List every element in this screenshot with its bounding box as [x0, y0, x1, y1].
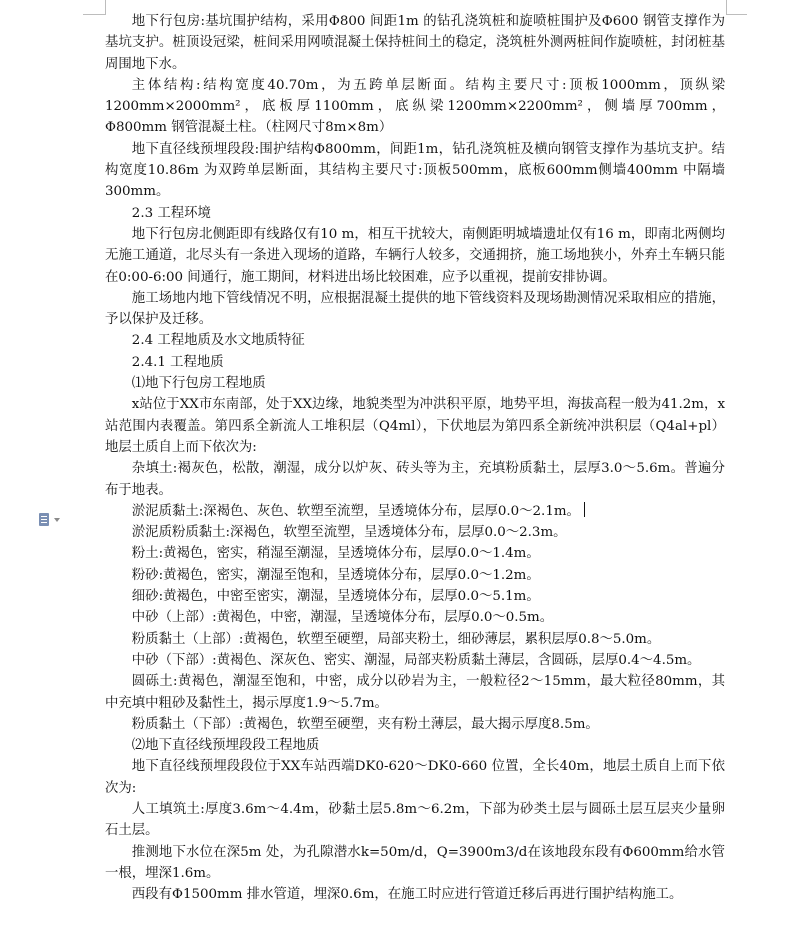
paragraph: 杂填土:褐灰色，松散，潮湿，成分以炉灰、砖头等为主，充填粉质黏土，层厚3.0～5.6m。普遍分布于地表。	[105, 461, 725, 498]
paragraph: 中砂（上部）:黄褐色，中密，潮湿，呈透境体分布，层厚0.0～0.5m。	[131, 610, 554, 626]
paragraph: 淤泥质粉质黏土:深褐色，软塑至流塑，呈透境体分布，层厚0.0～2.3m。	[131, 525, 567, 541]
paragraph: 粉质黏土（下部）:黄褐色，软塑至硬塑，夹有粉土薄层，最大揭示厚度8.5m。	[131, 716, 599, 732]
paragraph: 地下直径线预埋段段位于XX车站西端DK0-620～DK0-660 位置，全长40m，地层土质自上而下依次为:	[105, 759, 725, 796]
section-heading: 2.4 工程地质及水文地质特征	[131, 333, 305, 349]
text-cursor	[584, 502, 585, 517]
page-corner-mark-top-left	[83, 0, 106, 15]
paragraph: 细砂:黄褐色，中密至密实，潮湿，呈透境体分布，层厚0.0～5.1m。	[131, 589, 540, 605]
paragraph: 中砂（下部）:黄褐色、深灰色、密实、潮湿，局部夹粉质黏土薄层，含圆砾，层厚0.4～4.5m。	[131, 652, 701, 668]
paragraph: 圆砾土:黄褐色，潮湿至饱和，中密，成分以砂岩为主，一般粒径2～15mm，最大粒径80mm，其中充填中粗砂及黏性土，揭示厚度1.9～5.7m。	[105, 674, 725, 711]
document-body[interactable]	[105, 11, 725, 905]
paragraph: x站位于XX市东南部，处于XX边缘，地貌类型为冲洪积平原，地势平坦，海拔高程一般为41.2m，x站范围内表覆盖。第四系全新流人工堆积层（Q4ml），下伏地层为第四系全新统冲洪积层（Q4al+pl）地层土质自上而下依次为:	[105, 397, 725, 455]
paragraph: 人工填筑土:厚度3.6m～4.4m，砂黏土层5.8m～6.2m，下部为砂类土层与圆砾土层互层夹少量卵石土层。	[105, 801, 725, 839]
paragraph: 地下行包房北侧距即有线路仅有10 m，相互干扰较大，南侧距明城墙遗址仅有16 m，即南北两侧均无施工通道，北尽头有一条进入现场的道路，车辆行人较多，交通拥挤，施工场地狭小，外弃土车辆只能在0:00-6:00 间通行，施工期间，材料进出场比较困难，应予以重视，提前安排协调。	[105, 226, 725, 285]
subsection-item-heading: ⑵地下直径线预埋段段工程地质	[131, 738, 320, 754]
paragraph-with-cursor	[105, 501, 725, 522]
section-heading: 2.3 工程环境	[131, 205, 211, 221]
paragraph: 主体结构:结构宽度40.70m，为五跨单层断面。结构主要尺寸:顶板1000mm，顶纵梁1200mm×2000mm²，底板厚1100mm，底纵梁1200mm×2200mm²，侧墙厚700mm， Φ800mm 钢管混凝土柱。（柱网尺寸8m×8m）	[105, 77, 725, 136]
paragraph: 施工场地内地下管线情况不明，应根据混凝土提供的地下管线资料及现场勘测情况采取相应的措施，予以保护及迁移。	[105, 290, 725, 328]
subsection-item-heading: ⑴地下行包房工程地质	[131, 376, 266, 392]
paragraph: 地下直径线预埋段段:围护结构Φ800mm，间距1m，钻孔浇筑桩及横向钢管支撑作为基坑支护。结构宽度10.86m 为双跨单层断面，其结构主要尺寸:顶板500mm，底板600mm侧墙400mm 中隔墙300mm。	[105, 141, 725, 200]
chevron-down-icon	[54, 518, 60, 522]
page-corner-mark-top-right	[726, 0, 747, 15]
paragraph: 粉质黏土（上部）:黄褐色，软塑至硬塑，局部夹粉土，细砂薄层，累积层厚0.8～5.0m。	[131, 631, 661, 647]
document-icon	[39, 513, 49, 526]
paragraph: 粉土:黄褐色，密实，稍湿至潮湿，呈透境体分布，层厚0.0～1.4m。	[131, 546, 540, 562]
paragraph: 推测地下水位在深5m 处，为孔隙潜水k=50m/d，Q=3900m3/d在该地段东段有Φ600mm给水管一根，埋深1.6m。	[105, 844, 725, 881]
paragraph: 粉砂:黄褐色，密实，潮湿至饱和，呈透境体分布，层厚0.0～1.2m。	[131, 567, 540, 583]
paragraph: 西段有Φ1500mm 排水管道，埋深0.6m，在施工时应进行管道迁移后再进行围护结构施工。	[131, 887, 683, 903]
paragraph-text: 淤泥质黏土:深褐色、灰色、软塑至流塑，呈透境体分布，层厚0.0～2.1m。	[131, 503, 580, 519]
paragraph: 地下行包房:基坑围护结构，采用Φ800 间距1m 的钻孔浇筑桩和旋喷桩围护及Φ600 钢管支撑作为基坑支护。桩顶设冠梁，桩间采用网喷混凝土保持桩间土的稳定，浇筑桩外测两桩间作旋喷桩，封闭桩基周围地下水。	[105, 14, 725, 72]
paragraph-options-icon[interactable]	[38, 513, 64, 527]
subsection-heading: 2.4.1 工程地质	[131, 354, 224, 370]
